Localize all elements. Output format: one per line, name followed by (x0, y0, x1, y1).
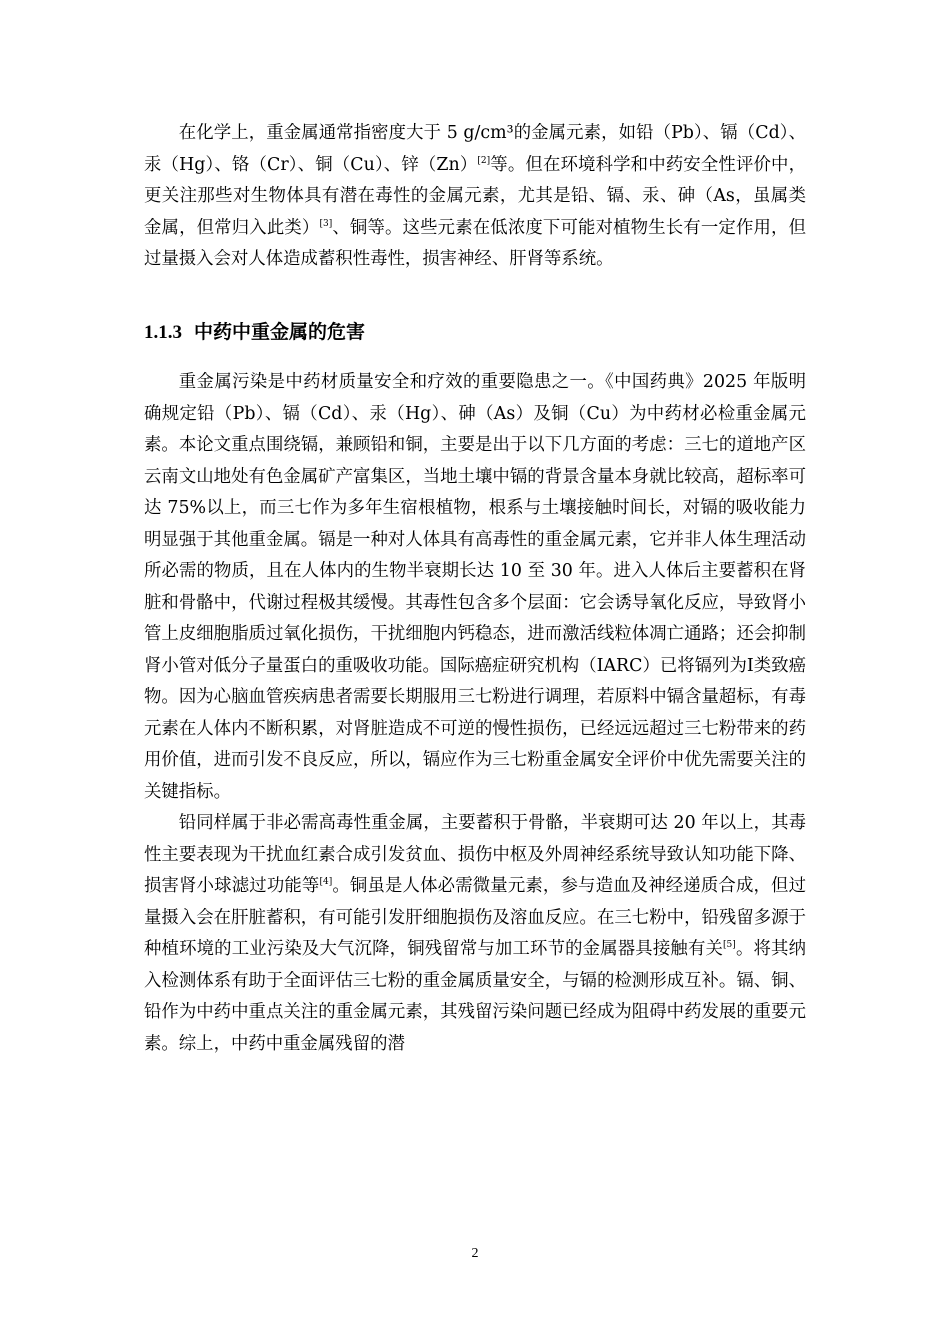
citation-2: [2] (477, 155, 491, 166)
citation-4: [4] (319, 876, 333, 887)
paragraph-text: 在化学上，重金属通常指密度大于 5 g/cm³的金属元素，如铅（Pb）、镉（Cd）、汞（Hg）、铬（Cr）、铜（Cu）、锌（Zn） (144, 123, 806, 175)
paragraph-text: 、铜等。这些元素在低浓度下可能对植物生长有一定作用，但过量摄入会对人体造成蓄积性毒性，损害神经、肝肾等系统。 (144, 217, 806, 269)
paragraph-lead-copper (144, 808, 806, 1060)
page-number: 2 (471, 1246, 479, 1261)
paragraph-text: 等。但在环境科学和中药安全性评价中，更关注那些对生物体具有潜在毒性的金属元素，尤其是铅、镉、汞、砷（As，虽属类金属，但常归入此类） (144, 154, 806, 238)
paragraph-heavy-metal-definition (144, 118, 806, 276)
paragraph-text: 铅同样属于非必需高毒性重金属，主要蓄积于骨骼，半衰期可达 20 年以上，其毒性主要表现为干扰血红素合成引发贫血、损伤中枢及外周神经系统导致认知功能下降、损害肾小球滤过功能等 (144, 813, 806, 896)
paragraph-cadmium-hazard: 重金属污染是中药材质量安全和疗效的重要隐患之一。《中国药典》2025 年版明确规定铅（Pb）、镉（Cd）、汞（Hg）、砷（As）及铜（Cu）为中药材必检重金属元素。本论文重点围绕镉，兼顾铅和铜，主要是出于以下几方面的考虑：三七的道地产区云南文山地处有色金属矿产富集区，当地土壤中镉的背景含量本身就比较高，超标率可达 75%以上，而三七作为多年生宿根植物，根系与土壤接触时间长，对镉的吸收能力明显强于其他重金属。镉是一种对人体具有高毒性的重金属元素，它并非人体生理活动所必需的物质，且在人体内的生物半衰期长达 10 至 30 年。进入人体后主要蓄积在肾脏和骨骼中，代谢过程极其缓慢。其毒性包含多个层面：它会诱导氧化反应，导致肾小管上皮细胞脂质过氧化损伤，干扰细胞内钙稳态，进而激活线粒体凋亡通路；还会抑制肾小管对低分子量蛋白的重吸收功能。国际癌症研究机构（IARC）已将镉列为Ⅰ类致癌物。因为心脑血管疾病患者需要长期服用三七粉进行调理，若原料中镉含量超标，有毒元素在人体内不断积累，对肾脏造成不可逆的慢性损伤，已经远远超过三七粉带来的药用价值，进而引发不良反应，所以，镉应作为三七粉重金属安全评价中优先需要关注的关键指标。 (144, 372, 806, 802)
body-text-top (144, 118, 806, 276)
paragraph-text: 。铜虽是人体必需微量元素，参与造血及神经递质合成，但过量摄入会在肝脏蓄积，有可能引发肝细胞损伤及溶血反应。在三七粉中，铅残留多源于种植环境的工业污染及大气沉降，铜残留常与加工环节的金属器具接触有关 (144, 876, 806, 959)
citation-5: [5] (723, 939, 736, 950)
body-text-main (144, 367, 806, 1060)
section-number: 1.1.3 (144, 322, 182, 343)
paragraph-text: 。将其纳入检测体系有助于全面评估三七粉的重金属质量安全，与镉的检测形成互补。镉、铜、铅作为中药中重点关注的重金属元素，其残留污染问题已经成为阻碍中药发展的重要元素。综上，中药中重金属残留的潜 (144, 939, 806, 1054)
section-title: 中药中重金属的危害 (194, 321, 366, 343)
citation-3: [3] (319, 218, 333, 229)
section-heading (144, 317, 365, 348)
